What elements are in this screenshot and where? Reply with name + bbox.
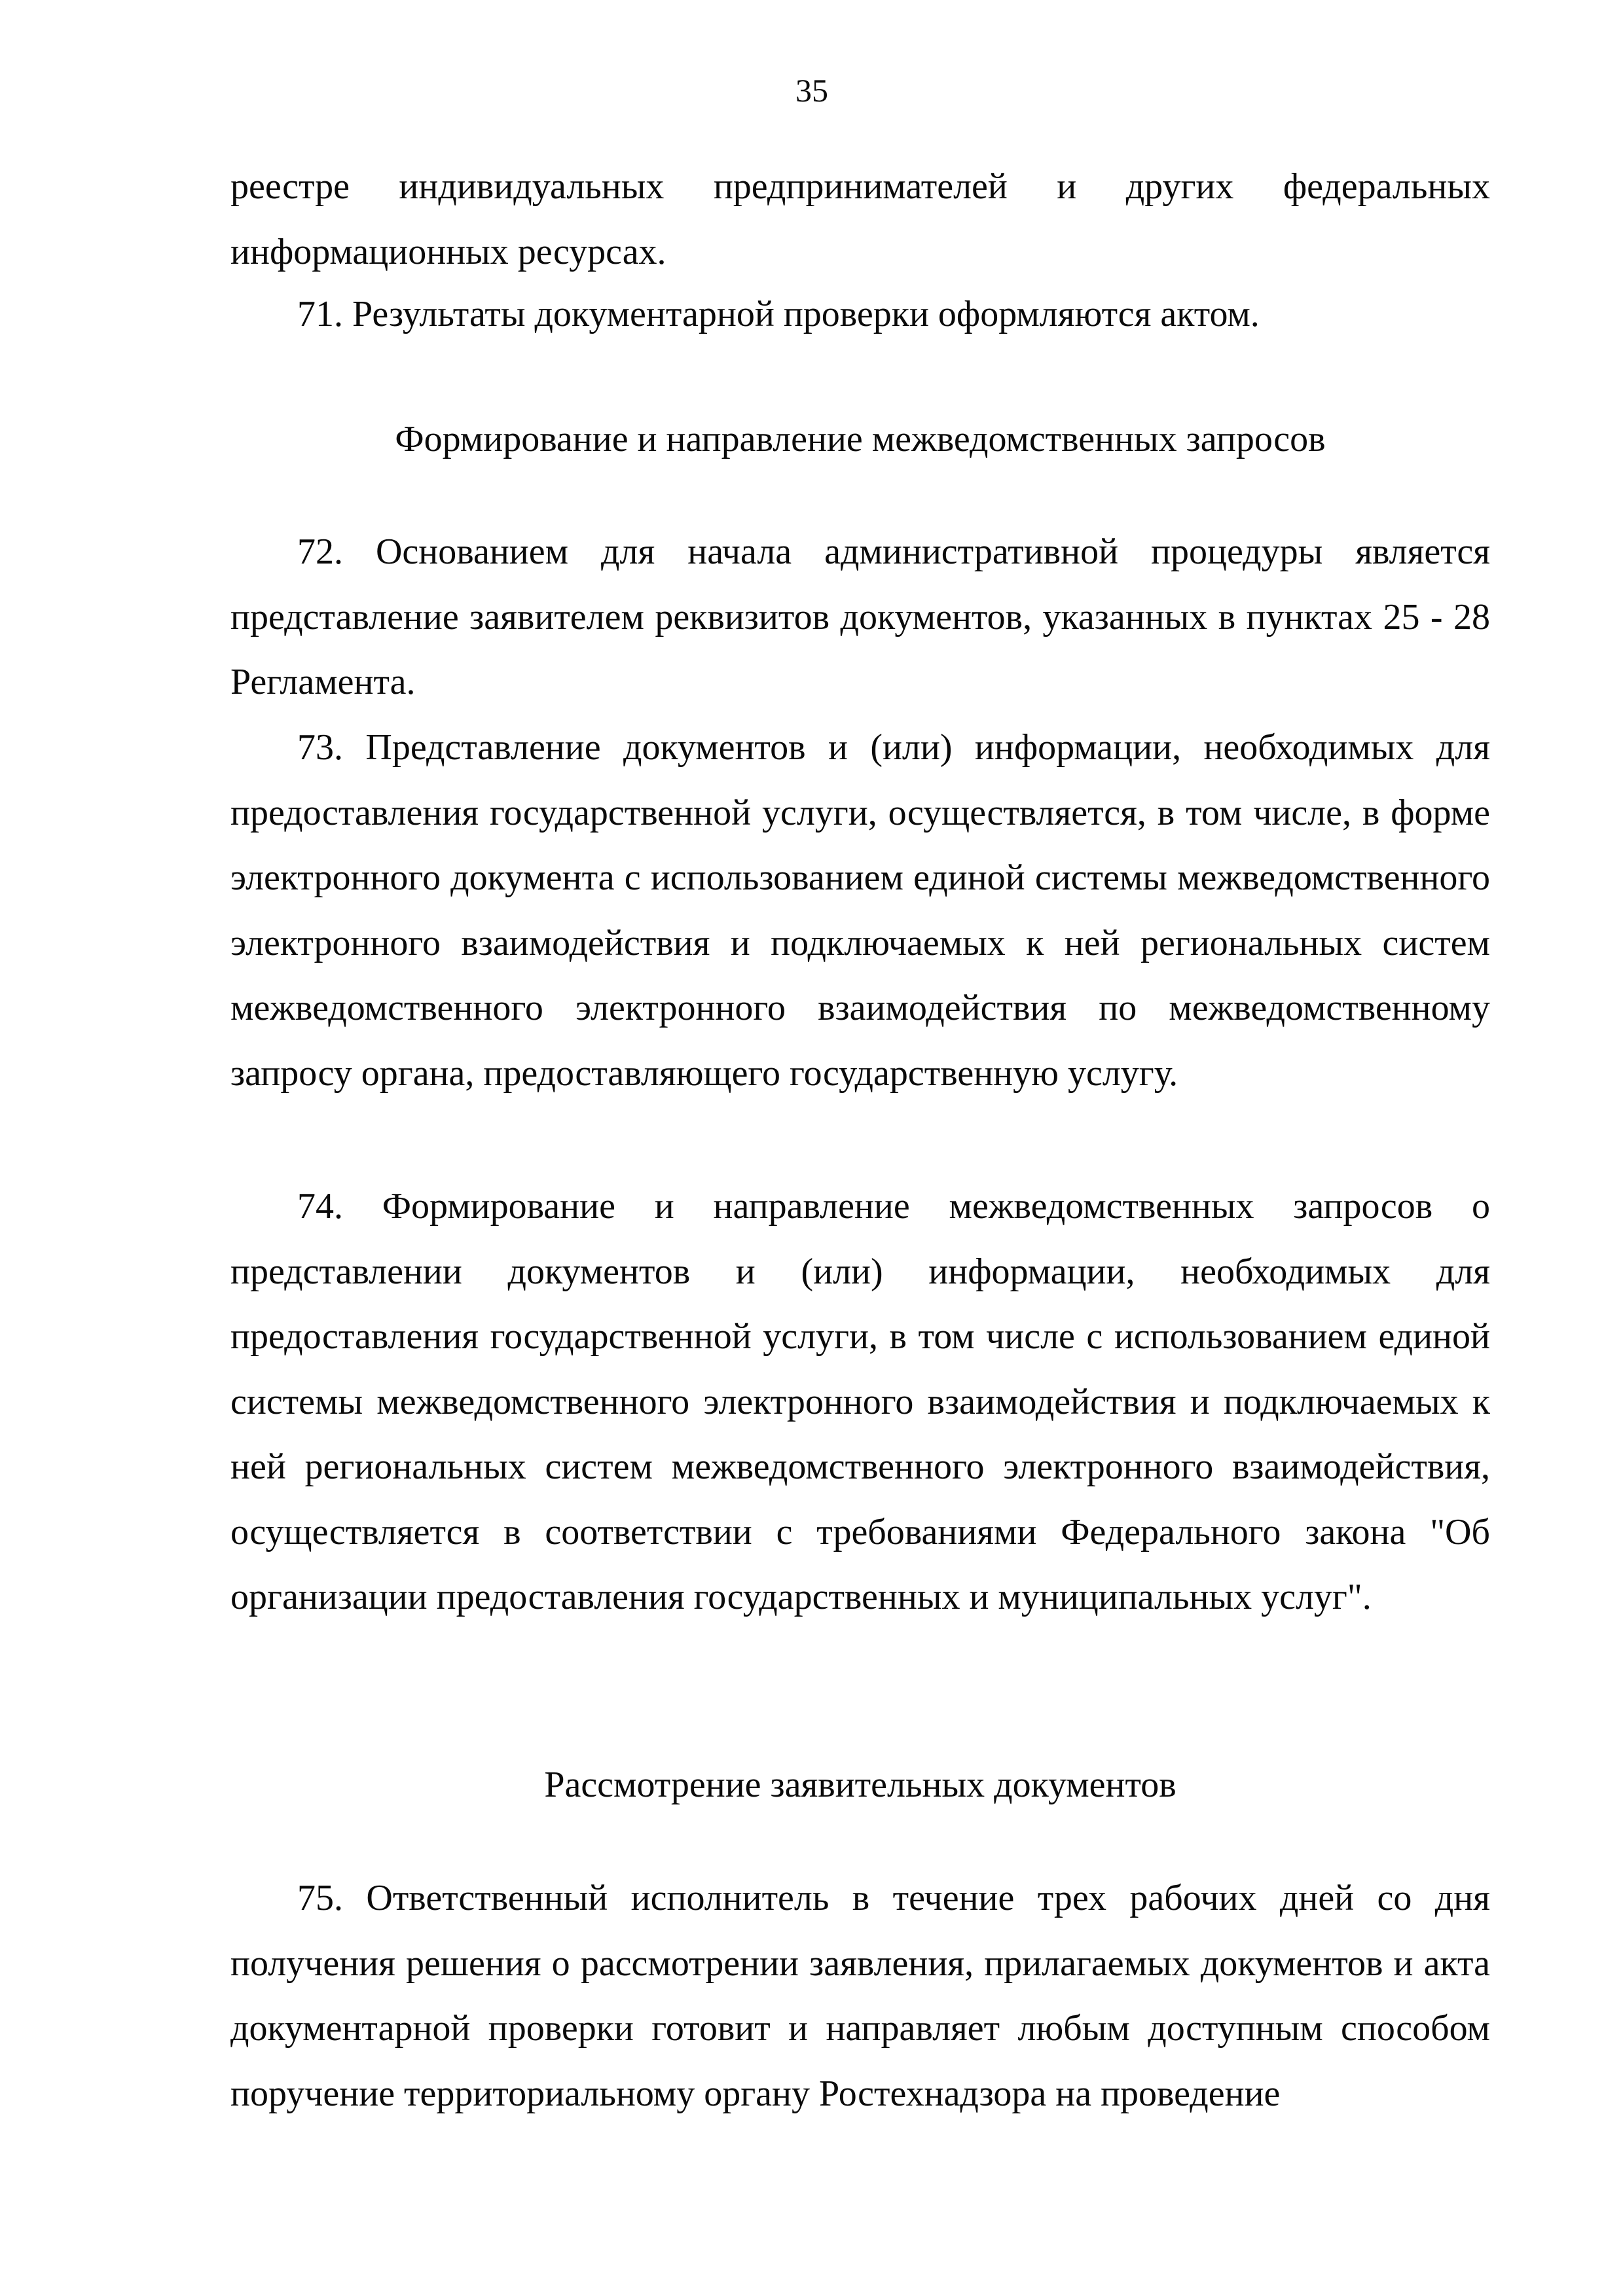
paragraph-74: 74. Формирование и направление межведомственных запросов о представлении документов и (или) информации, необходимых для предоставления государственной услуги, в том числе с использованием единой системы межведомственного электронного взаимодействия и подключаемых к ней региональных систем межведомственного электронного взаимодействия, осуществляется в соответствии с требованиями Федерального закона "Об организации предоставления государственных и муниципальных услуг". (230, 1186, 1490, 1617)
section-heading-review-documents: Рассмотрение заявительных документов (544, 1765, 1176, 1805)
paragraph-continuation: реестре индивидуальных предпринимателей и других федеральных информационных ресурсах. (230, 166, 1490, 272)
paragraph-72: 72. Основанием для начала административной процедуры является представление заявителем реквизитов документов, указанных в пунктах 25 - 28 Регламента. (230, 531, 1490, 702)
paragraph-71: 71. Результаты документарной проверки оформляются актом. (297, 294, 1260, 334)
section-heading-interagency-requests: Формирование и направление межведомственных запросов (395, 419, 1326, 459)
paragraph-75: 75. Ответственный исполнитель в течение трех рабочих дней со дня получения решения о рассмотрении заявления, прилагаемых документов и акта документарной проверки готовит и направляет любым доступным способом поручение территориальному органу Ростехнадзора на проведение (230, 1878, 1490, 2114)
page-number: 35 (795, 72, 828, 109)
paragraph-73: 73. Представление документов и (или) информации, необходимых для предоставления государственной услуги, осуществляется, в том числе, в форме электронного документа с использованием единой системы межведомственного электронного взаимодействия и подключаемых к ней региональных систем межведомственного электронного взаимодействия по межведомственному запросу органа, предоставляющего государственную услугу. (230, 727, 1490, 1094)
